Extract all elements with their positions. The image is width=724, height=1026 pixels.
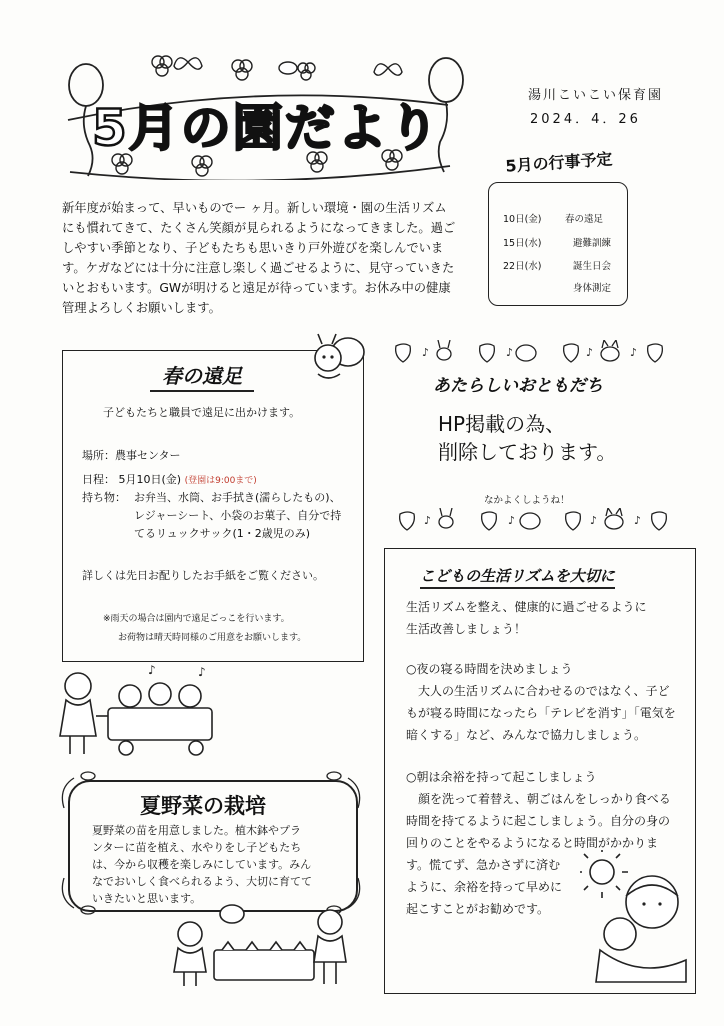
luggage-note: お荷物は晴天時同様のご用意をお願いします。	[118, 633, 307, 643]
sleeping-child-illustration	[580, 850, 692, 988]
removed-notice: HP掲載の為、 削除しております。	[438, 412, 617, 464]
svg-text:♪: ♪	[590, 514, 598, 527]
vegetables-text: 夏野菜の苗を用意しました。植木鉢やプラ ンターに苗を植え、水やりをし子どもたち は、今から収穫を楽しみにしています。みん なでおいしく食べられるよう、大切に育てて いきたいと思います。	[92, 824, 312, 905]
rain-note: ※雨天の場合は園内で遠足ごっこを行います。	[103, 614, 290, 624]
morning-section-title: ○朝は余裕を持って起こしましょう	[406, 770, 597, 784]
night-section: ○夜の寝る時間を決めましょう 大人の生活リズムに合わせるのではなく、子ど もが寝る時間になったら「テレビを消す」「電気を 暗くする」など、みんなで協力しましょう。	[406, 658, 676, 746]
svg-text:♪: ♪	[630, 346, 638, 359]
schedule-date: 22日(水)	[503, 261, 542, 272]
excursion-title: 春の遠足	[150, 360, 254, 392]
items-label: 持ち物：	[82, 491, 126, 504]
intro-text: 新年度が始まって、早いものでー ヶ月。新しい環境・園の生活リズム にも慣れてきて、たくさん笑顔が見られるようになってきました。過ご しやすい季節となり、子どもたちも思いきり戸外遊びを楽しんでいま す。ケガなどには十分に注意し楽しく過ごせるように、見守っていきた いとおもいます。GWが明けると遠足が待っています。お休み中の健康 管理よろしくお願いします。	[62, 201, 456, 315]
svg-text:♪: ♪	[506, 346, 514, 359]
schedule-date: 10日(金)	[503, 214, 542, 225]
svg-text:♪: ♪	[586, 346, 594, 359]
bee-character-icon	[300, 330, 370, 390]
svg-text:♪: ♪	[424, 514, 432, 527]
night-section-title: ○夜の寝る時間を決めましょう	[406, 662, 573, 676]
arrival-note: (登園は9:00まで)	[184, 476, 257, 486]
excursion-place: 場所：農事センター	[82, 449, 181, 462]
schedule-date: 15日(水)	[503, 238, 542, 249]
animals-border-top	[386, 340, 686, 364]
schedule-event: 避難訓練	[573, 238, 612, 249]
life-rhythm-title: こどもの生活リズムを大切に	[420, 565, 615, 589]
excursion-schedule: 日程： 5月10日(金) (登園は9:00まで)	[82, 473, 257, 486]
butterfly-icon	[374, 64, 402, 75]
schedule-title: 5月の行事予定	[499, 149, 618, 177]
bee-icon	[279, 62, 297, 74]
children-cart-illustration	[48, 662, 233, 762]
excursion-lead: 子どもたちと職員で遠足に出かけます。	[103, 406, 301, 419]
items-list: お弁当、水筒、お手拭き(濡らしたもの)、 レジャーシート、小袋のお菓子、自分で持 てるリュックサック(1・2歳児のみ)	[134, 491, 342, 540]
schedule-box	[488, 182, 628, 306]
schedule-event: 春の遠足	[565, 214, 604, 225]
vegetables-title: 夏野菜の栽培	[140, 794, 266, 818]
issue-date: 2024．4．26	[530, 112, 641, 127]
friends-caption: なかよくしようね！	[484, 495, 570, 506]
svg-text:♪: ♪	[198, 665, 206, 679]
morning-section: ○朝は余裕を持って起こしましょう 顔を洗って着替え、朝ごはんをしっかり食べる 時間を持てるように起こしましょう。自分の身の 回りのことをやるようになると時間がかかりま す。慌てず、急かさずに済む ように、余裕を持って早めに 起こすことがお勧めです。	[406, 766, 671, 920]
svg-text:♪: ♪	[422, 346, 430, 359]
page-title: 5月の園だより	[92, 99, 441, 157]
svg-text:♪: ♪	[634, 514, 642, 527]
butterfly-icon	[174, 58, 202, 69]
animals-border-bottom	[394, 508, 684, 532]
svg-text:♪: ♪	[148, 663, 156, 677]
life-rhythm-intro: 生活リズムを整え、健康的に過ごせるように 生活改善しましょう！	[406, 600, 647, 636]
school-name: 湯川こいこい保育園	[528, 88, 664, 103]
schedule-event: 誕生日会	[573, 261, 612, 272]
new-friends-title: あたらしいおともだち	[433, 376, 603, 396]
planting-children-illustration	[170, 900, 360, 992]
excursion-details: 詳しくは先日お配りしたお手紙をご覧ください。	[82, 569, 324, 582]
svg-text:♪: ♪	[508, 514, 516, 527]
schedule-event: 身体測定	[573, 283, 612, 294]
